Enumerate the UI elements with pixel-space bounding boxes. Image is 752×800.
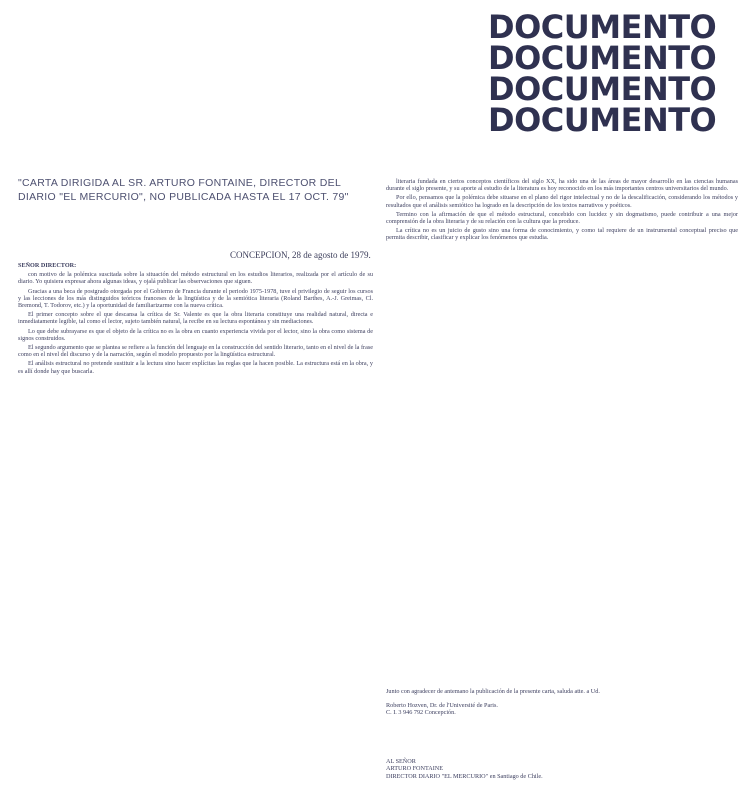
recipient-prefix: AL SEÑOR <box>386 758 416 765</box>
author-info <box>386 702 738 716</box>
paragraph: literaria fundada en ciertos conceptos científicos del siglo XX, ha sido una de las áreas de mayor desarrollo en las ciencias humanas durante el siglo presente, y su aporte al estudio de la literatura es hoy reconocido en los más importantes centros universitarios del mundo. <box>386 178 738 193</box>
letter-title: "CARTA DIRIGIDA AL SR. ARTURO FONTAINE, DIRECTOR DEL DIARIO "EL MERCURIO", NO PUBLICADA HASTA EL 17 OCT. 79" <box>18 177 349 203</box>
paragraph: con motivo de la polémica suscitada sobre la situación del método estructural en los estudios literarios, realizada por el artículo de su diario. Yo quisiera expresar ahora algunas ideas, y ojalá publicar las observaciones que siguen. <box>18 271 373 286</box>
recipient-location: en Santiago de Chile. <box>489 772 543 780</box>
paragraph: Termino con la afirmación de que el método estructural, concebido con lucidez y sin dogmatismo, puede contribuir a una mejor comprensión de la obra literaria y de su relación con la cultura que la produce. <box>386 210 738 226</box>
left-column <box>18 262 373 792</box>
paragraph: La crítica no es un juicio de gusto sino una forma de conocimiento, y como tal requiere de un instrumental conceptual preciso que permita describir, clasificar y explicar los fenómenos que estudia. <box>386 227 738 242</box>
paragraph: Lo que debe subrayarse es que el objeto de la crítica no es la obra en cuanto experiencia vivida por el lector, sino la obra como sistema de signos construidos. <box>18 327 373 342</box>
salutation: SEÑOR DIRECTOR: <box>18 262 77 269</box>
header-word: DOCUMENTO <box>488 70 717 108</box>
header-word: DOCUMENTO <box>488 101 717 139</box>
recipient-role-text: DIRECTOR DIARIO "EL MERCURIO" <box>386 772 489 780</box>
header-word: DOCUMENTO <box>488 39 717 77</box>
recipient-role <box>386 773 543 780</box>
closing-text: Junto con agradecer de antemano la publicación de la presente carta, saluda atte. a Ud. <box>386 688 600 695</box>
author-line: Roberto Hozven, Dr. de l'Université de Paris. <box>386 701 498 709</box>
header-word: DOCUMENTO <box>488 8 717 46</box>
letter-closing <box>386 688 738 716</box>
paragraph: El análisis estructural no pretende sustituir a la lectura sino hacer explícitas las reglas que la hacen posible. La estructura está en la obra, y es allí donde hay que buscarla. <box>18 360 373 375</box>
dateline: CONCEPCION, 28 de agosto de 1979. <box>230 250 371 260</box>
recipient-block <box>386 758 543 780</box>
right-column <box>386 178 738 683</box>
author-line: C. I. 3 946 792 Concepción. <box>386 708 456 716</box>
paragraph: El segundo argumento que se plantea se refiere a la función del lenguaje en la construcción del sentido literario, tanto en el nivel de la frase como en el nivel del discurso y de la narración, según el modelo propuesto por la lingüística estructural. <box>18 344 373 359</box>
paragraph: Por ello, pensamos que la polémica debe situarse en el plano del rigor intelectual y no de la descalificación, considerando los métodos y resultados que el análisis semiótico ha logrado en la descripción de los textos narrativos y poéticos. <box>386 194 738 209</box>
paragraph: Gracias a una beca de postgrado otorgada por el Gobierno de Francia durante el periodo 1975-1978, tuve el privilegio de seguir los cursos y las lecciones de los más distinguidos teóricos franceses de la lingüística y de la semiótica literaria (Roland Barthes, A.-J. Greimas, Cl. Bremond, T. Todorov, etc.) y la oportunidad de familiarizarme con la nueva crítica. <box>18 287 373 310</box>
recipient-name: ARTURO FONTAINE <box>386 765 444 773</box>
paragraph: El primer concepto sobre el que descansa la crítica de Sr. Valente es que la obra literaria constituye una realidad natural, directa e inmediatamente legible, tal como el lector, sujeto también natural, la recibe en su lectura espontánea y sin mediaciones. <box>18 311 373 326</box>
document-header <box>488 8 738 139</box>
